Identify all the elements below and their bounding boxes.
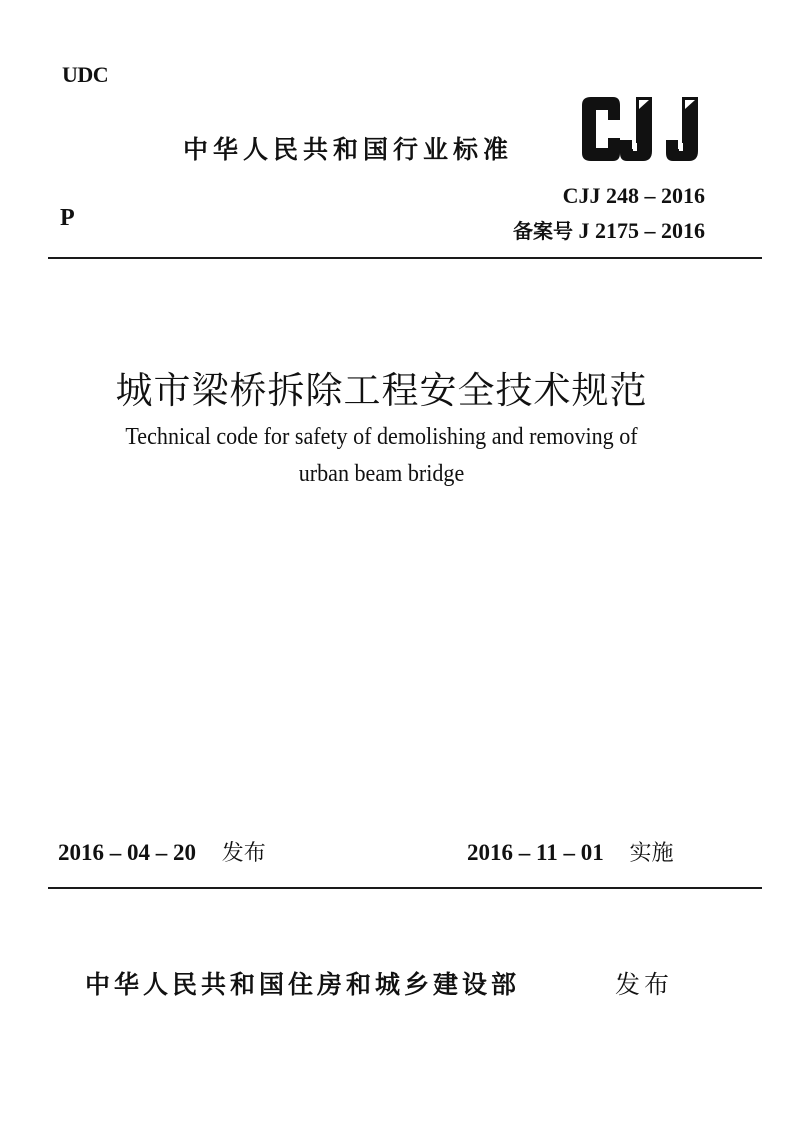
implement-label: 实施 [629,841,674,866]
implement-date-value: 2016 – 11 – 01 [467,840,604,865]
record-value: J 2175 – 2016 [578,218,705,243]
standard-code: CJJ 248 – 2016 [562,183,705,208]
bottom-divider [48,887,762,889]
udc-label: UDC [62,62,109,87]
title-english-line1: Technical code for safety of demolishing and removing of [125,424,638,450]
title-chinese: 城市梁桥拆除工程安全技术规范 [115,369,648,412]
classification-label: P [60,205,75,231]
issuer-action: 发布 [615,970,674,999]
issuer-name: 中华人民共和国住房和城乡建设部 [85,970,521,999]
issue-date [58,836,266,867]
top-divider [48,257,762,259]
issue-label: 发布 [221,841,266,866]
record-prefix: 备案号 [513,219,573,243]
title-english-line2: urban beam bridge [298,461,465,487]
cjj-logo-icon [577,95,705,163]
industry-standard-heading: 中华人民共和国行业标准 [183,135,514,164]
record-number [513,215,705,244]
implement-date [467,836,674,867]
issue-date-value: 2016 – 04 – 20 [58,840,196,865]
